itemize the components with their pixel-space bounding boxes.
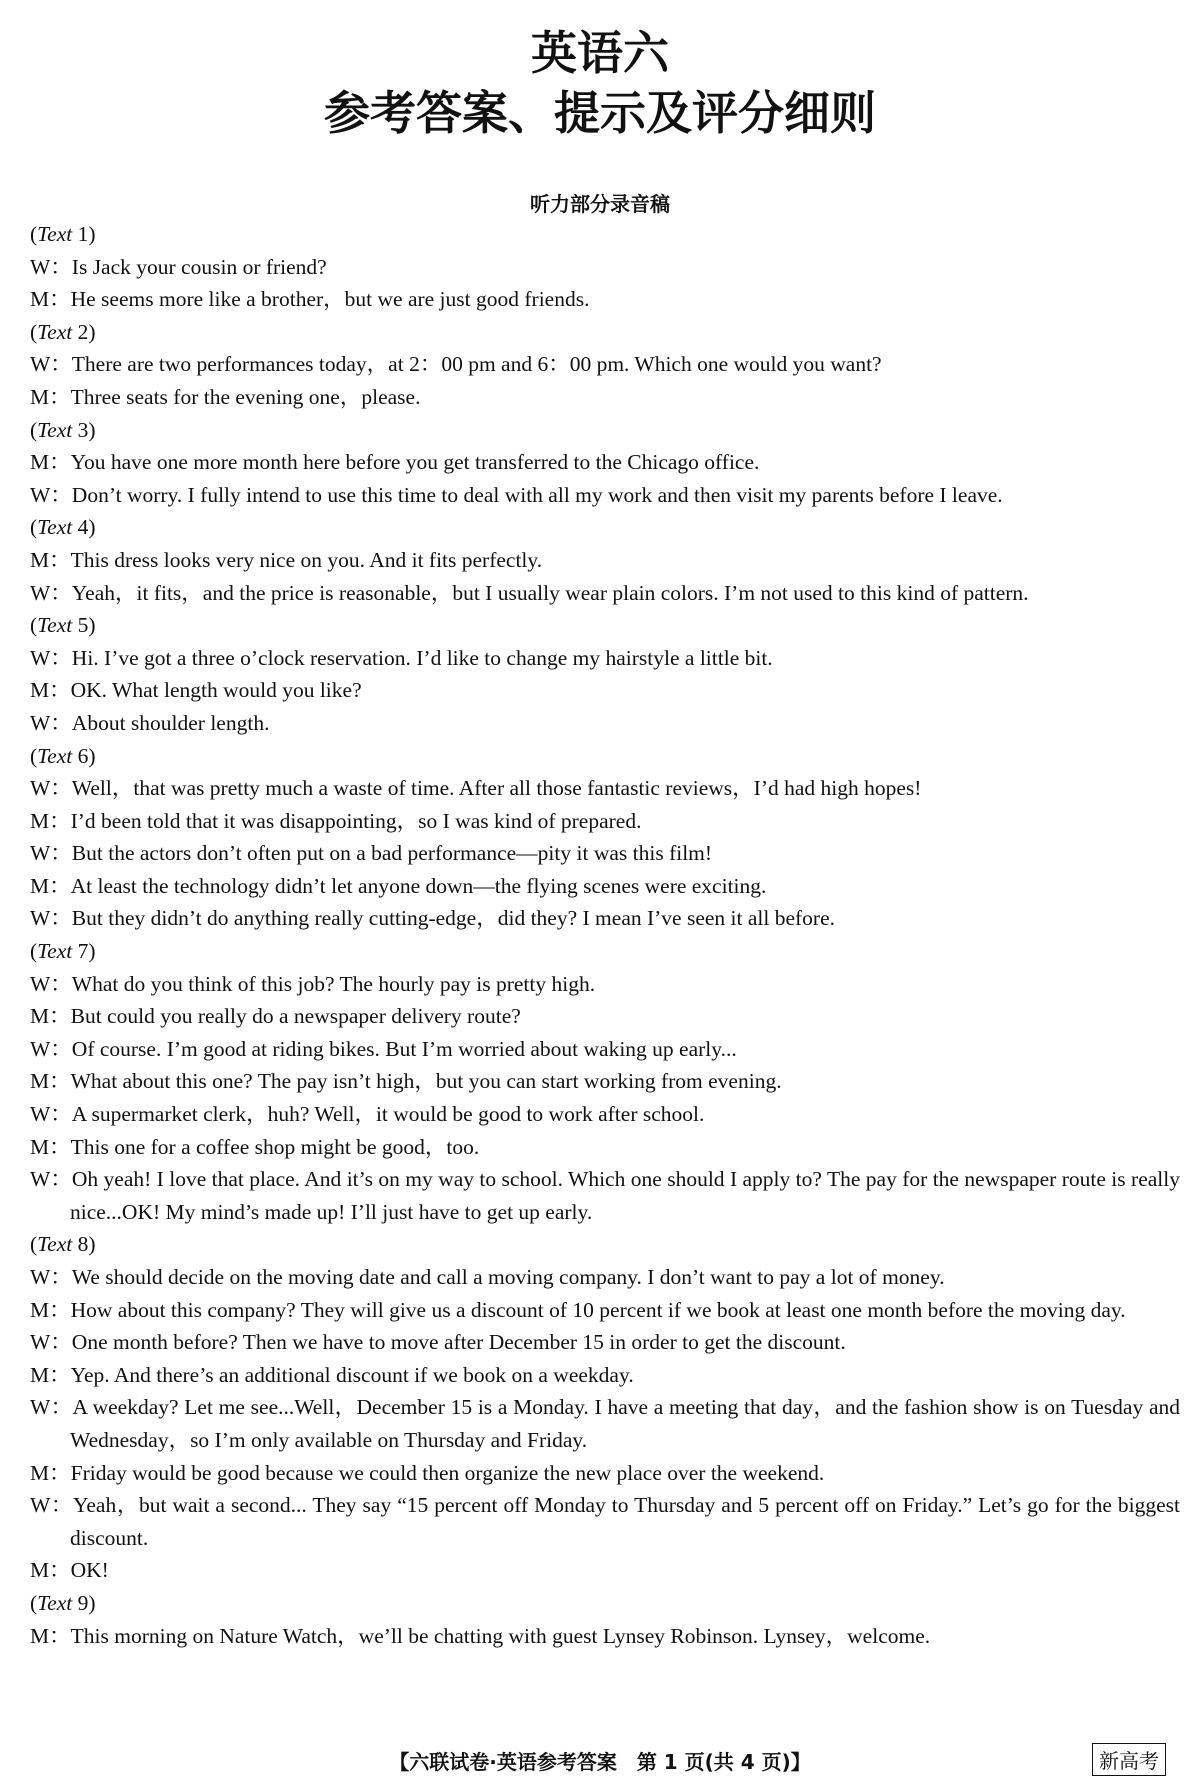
- dialogue-line: W：A weekday? Let me see...Well，December 15 is a Monday. I have a meeting that day，and the fashion show is on Tuesday and Wednesday，so I’m only available on Thursday and Friday.: [30, 1395, 1180, 1452]
- paren-open: (: [30, 1232, 38, 1257]
- paren-open: (: [30, 417, 38, 442]
- dialogue-line: W：Yeah，but wait a second... They say “15 percent off Monday to Thursday and 5 percent off on Friday.” Let’s go for the biggest discount.: [30, 1493, 1180, 1550]
- paren-open: (: [30, 515, 38, 540]
- text-number: 2): [72, 319, 96, 344]
- text-number: 8): [72, 1232, 96, 1257]
- text-section-header: [30, 740, 1180, 773]
- section-title: 听力部分录音稿: [530, 192, 670, 216]
- dialogue-line: W：Don’t worry. I fully intend to use this time to deal with all my work and then visit my parents before I leave.: [30, 482, 1003, 507]
- page-footer: 【六联试卷·英语参考答案 第 1 页(共 4 页)】: [389, 1750, 811, 1774]
- dialogue-line: M：You have one more month here before you get transferred to the Chicago office.: [30, 450, 760, 475]
- dialogue-line: W：Yeah，it fits，and the price is reasonable，but I usually wear plain colors. I’m not used to this kind of pattern.: [30, 580, 1029, 605]
- text-number: 5): [72, 613, 96, 638]
- paren-open: (: [30, 319, 38, 344]
- dialogue-line: W：One month before? Then we have to move after December 15 in order to get the discount.: [30, 1330, 846, 1355]
- paren-open: (: [30, 939, 38, 964]
- dialogue-line: M：This dress looks very nice on you. And it fits perfectly.: [30, 547, 543, 572]
- exam-type-badge: 新高考: [1092, 1743, 1166, 1776]
- text-label: Text: [37, 939, 73, 964]
- dialogue-line: M：This one for a coffee shop might be good，too.: [30, 1134, 480, 1159]
- text-number: 4): [72, 515, 96, 540]
- dialogue-line: W：There are two performances today，at 2：00 pm and 6：00 pm. Which one would you want?: [30, 352, 882, 377]
- text-label: Text: [37, 222, 73, 246]
- dialogue-line: W：Is Jack your cousin or friend?: [30, 254, 327, 279]
- text-number: 3): [72, 417, 96, 442]
- text-number: 9): [72, 1590, 96, 1615]
- paren-open: (: [30, 1590, 38, 1615]
- dialogue-line: W：Of course. I’m good at riding bikes. But I’m worried about waking up early...: [30, 1036, 737, 1061]
- text-label: Text: [37, 743, 73, 768]
- dialogue-line: M：How about this company? They will give us a discount of 10 percent if we book at least one month before the moving day.: [30, 1297, 1126, 1322]
- dialogue-line: M：OK. What length would you like?: [30, 678, 362, 703]
- dialogue-line: M：Three seats for the evening one，please.: [30, 384, 421, 409]
- page-title: 英语六: [531, 26, 669, 80]
- dialogue-line: M：What about this one? The pay isn’t high，but you can start working from evening.: [30, 1069, 782, 1094]
- text-section-header: [30, 1228, 1180, 1261]
- text-section-header: [30, 218, 1180, 251]
- text-label: Text: [37, 515, 73, 540]
- text-label: Text: [37, 613, 73, 638]
- paren-open: (: [30, 613, 38, 638]
- text-label: Text: [37, 417, 73, 442]
- text-section-header: [30, 316, 1180, 349]
- dialogue-line: M：I’d been told that it was disappointing，so I was kind of prepared.: [30, 808, 642, 833]
- text-section-header: [30, 935, 1180, 968]
- text-label: Text: [37, 1232, 73, 1257]
- dialogue-line: M：This morning on Nature Watch，we’ll be chatting with guest Lynsey Robinson. Lynsey，welcome.: [30, 1623, 931, 1648]
- text-section-header: [30, 414, 1180, 447]
- text-label: Text: [37, 1590, 73, 1615]
- paren-open: (: [30, 743, 38, 768]
- dialogue-line: M：OK!: [30, 1558, 109, 1583]
- paren-open: (: [30, 222, 38, 246]
- dialogue-line: W：Hi. I’ve got a three o’clock reservation. I’d like to change my hairstyle a little bit.: [30, 645, 773, 670]
- text-number: 7): [72, 939, 96, 964]
- text-section-header: [30, 1587, 1180, 1620]
- text-section-header: [30, 511, 1180, 544]
- dialogue-line: M：He seems more like a brother，but we are just good friends.: [30, 287, 590, 312]
- dialogue-line: W：But the actors don’t often put on a bad performance—pity it was this film!: [30, 841, 713, 866]
- dialogue-line: M：Friday would be good because we could then organize the new place over the weekend.: [30, 1460, 825, 1485]
- listening-transcript: [30, 218, 1180, 1652]
- dialogue-line: M：At least the technology didn’t let anyone down—the flying scenes were exciting.: [30, 873, 767, 898]
- dialogue-line: W：Oh yeah! I love that place. And it’s on my way to school. Which one should I apply to? The pay for the newspaper route is really nice...OK! My mind’s made up! I’ll just have to get up early.: [30, 1167, 1180, 1224]
- dialogue-line: W：A supermarket clerk，huh? Well，it would be good to work after school.: [30, 1102, 705, 1127]
- page-subtitle: 参考答案、提示及评分细则: [324, 86, 876, 140]
- text-section-header: [30, 609, 1180, 642]
- dialogue-line: W：What do you think of this job? The hourly pay is pretty high.: [30, 971, 596, 996]
- text-number: 6): [72, 743, 96, 768]
- dialogue-line: W：But they didn’t do anything really cutting-edge，did they? I mean I’ve seen it all before.: [30, 906, 836, 931]
- dialogue-line: M：Yep. And there’s an additional discount if we book on a weekday.: [30, 1362, 634, 1387]
- text-label: Text: [37, 319, 73, 344]
- dialogue-line: W：Well，that was pretty much a waste of time. After all those fantastic reviews，I’d had high hopes!: [30, 776, 922, 801]
- dialogue-line: W：About shoulder length.: [30, 710, 270, 735]
- dialogue-line: W：We should decide on the moving date and call a moving company. I don’t want to pay a lot of money.: [30, 1265, 945, 1289]
- dialogue-line: M：But could you really do a newspaper delivery route?: [30, 1004, 521, 1029]
- text-number: 1): [72, 222, 96, 246]
